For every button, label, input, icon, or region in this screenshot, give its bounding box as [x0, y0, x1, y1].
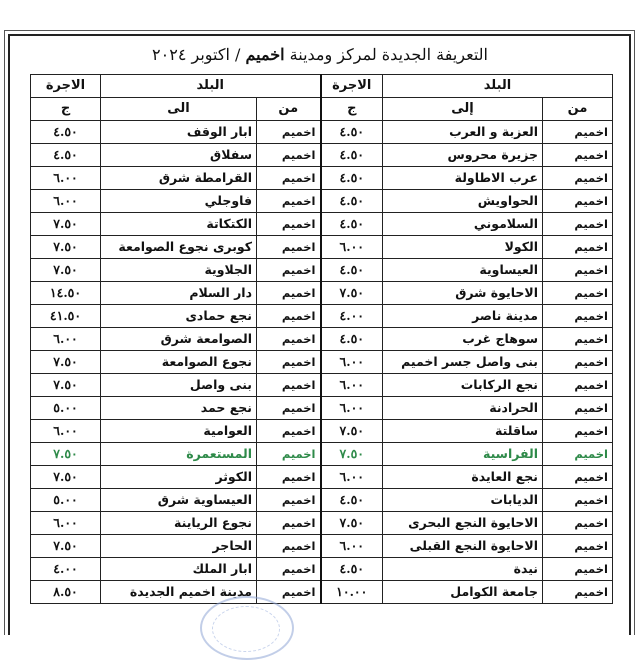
title-prefix: التعريفة الجديدة لمركز ومدينة [289, 45, 488, 64]
destination-cell: الكوثر [101, 466, 257, 489]
table-row [31, 167, 613, 190]
origin-cell: اخميم [257, 328, 321, 351]
table-row [31, 489, 613, 512]
destination-cell: دار السلام [101, 282, 257, 305]
document-title [30, 42, 610, 68]
header-row-2 [31, 98, 613, 121]
destination-cell: ابار الملك [101, 558, 257, 581]
fare-cell: ٤.٥٠ [321, 190, 383, 213]
table-row [31, 328, 613, 351]
fare-cell: ٤.٠٠ [321, 305, 383, 328]
origin-cell: اخميم [543, 558, 613, 581]
fare-cell: ٥.٠٠ [31, 397, 101, 420]
fare-cell: ٤.٠٠ [31, 558, 101, 581]
destination-cell: الحرادنة [383, 397, 543, 420]
fare-cell: ٤.٥٠ [321, 328, 383, 351]
fare-cell: ٦.٠٠ [321, 535, 383, 558]
header-row-1 [31, 75, 613, 98]
destination-cell: نجع حمادى [101, 305, 257, 328]
origin-cell: اخميم [543, 397, 613, 420]
destination-cell: الحواويش [383, 190, 543, 213]
destination-cell: نجع الركابات [383, 374, 543, 397]
origin-cell: اخميم [543, 259, 613, 282]
destination-cell: سفلاق [101, 144, 257, 167]
destination-cell: نجوع الصوامعة [101, 351, 257, 374]
header-currency-right: ج [321, 98, 383, 121]
fare-cell: ٧.٥٠ [31, 213, 101, 236]
fare-cell: ٧.٥٠ [31, 443, 101, 466]
destination-cell: الاحايوة النجع البحرى [383, 512, 543, 535]
table-row [31, 121, 613, 144]
fare-cell: ٤١.٥٠ [31, 305, 101, 328]
origin-cell: اخميم [257, 167, 321, 190]
header-currency-left: ج [31, 98, 101, 121]
destination-cell: بنى واصل جسر اخميم [383, 351, 543, 374]
header-to-left: الى [101, 98, 257, 121]
origin-cell: اخميم [543, 190, 613, 213]
fare-cell: ٤.٥٠ [321, 213, 383, 236]
origin-cell: اخميم [257, 236, 321, 259]
destination-cell: ساقلتة [383, 420, 543, 443]
origin-cell: اخميم [257, 259, 321, 282]
fare-cell: ١٠.٠٠ [321, 581, 383, 604]
origin-cell: اخميم [257, 581, 321, 604]
fare-cell: ٦.٠٠ [31, 420, 101, 443]
header-to-right: إلى [383, 98, 543, 121]
destination-cell: القرامطة شرق [101, 167, 257, 190]
origin-cell: اخميم [257, 190, 321, 213]
table-row [31, 512, 613, 535]
fare-table [30, 74, 613, 604]
origin-cell: اخميم [257, 397, 321, 420]
title-date: / اكتوبر ٢٠٢٤ [152, 45, 241, 64]
origin-cell: اخميم [543, 236, 613, 259]
destination-cell: الكتكاتة [101, 213, 257, 236]
origin-cell: اخميم [257, 374, 321, 397]
origin-cell: اخميم [543, 443, 613, 466]
table-row [31, 443, 613, 466]
origin-cell: اخميم [543, 535, 613, 558]
origin-cell: اخميم [543, 282, 613, 305]
destination-cell: جزيرة محروس [383, 144, 543, 167]
origin-cell: اخميم [257, 144, 321, 167]
fare-cell: ٦.٠٠ [31, 190, 101, 213]
official-stamp-inner-ring [212, 606, 280, 652]
fare-cell: ٦.٠٠ [31, 167, 101, 190]
fare-cell: ٤.٥٠ [321, 144, 383, 167]
origin-cell: اخميم [257, 121, 321, 144]
fare-cell: ٤.٥٠ [321, 167, 383, 190]
fare-cell: ٨.٥٠ [31, 581, 101, 604]
origin-cell: اخميم [543, 374, 613, 397]
destination-cell: جامعة الكوامل [383, 581, 543, 604]
origin-cell: اخميم [257, 489, 321, 512]
table-row [31, 259, 613, 282]
origin-cell: اخميم [257, 351, 321, 374]
table-row [31, 190, 613, 213]
destination-cell: الفراسية [383, 443, 543, 466]
origin-cell: اخميم [257, 305, 321, 328]
origin-cell: اخميم [543, 121, 613, 144]
origin-cell: اخميم [543, 167, 613, 190]
fare-cell: ٧.٥٠ [31, 535, 101, 558]
header-fare-right: الاجرة [321, 75, 383, 98]
destination-cell: الحاجر [101, 535, 257, 558]
origin-cell: اخميم [257, 535, 321, 558]
origin-cell: اخميم [543, 305, 613, 328]
destination-cell: ابار الوقف [101, 121, 257, 144]
fare-cell: ٧.٥٠ [321, 420, 383, 443]
table-row [31, 236, 613, 259]
destination-cell: نجوع الرياينة [101, 512, 257, 535]
table-row [31, 420, 613, 443]
destination-cell: كوبرى نجوع الصوامعة [101, 236, 257, 259]
fare-cell: ٦.٠٠ [321, 397, 383, 420]
header-from-right: من [543, 98, 613, 121]
origin-cell: اخميم [257, 282, 321, 305]
origin-cell: اخميم [543, 351, 613, 374]
fare-cell: ٧.٥٠ [31, 374, 101, 397]
origin-cell: اخميم [257, 443, 321, 466]
table-row [31, 305, 613, 328]
table-row [31, 374, 613, 397]
fare-cell: ٧.٥٠ [321, 443, 383, 466]
fare-cell: ٤.٥٠ [321, 121, 383, 144]
fare-cell: ٦.٠٠ [31, 328, 101, 351]
header-town-left: البلد [101, 75, 321, 98]
table-row [31, 466, 613, 489]
origin-cell: اخميم [543, 328, 613, 351]
table-row [31, 213, 613, 236]
destination-cell: العيساوية شرق [101, 489, 257, 512]
table-row [31, 144, 613, 167]
header-from-left: من [257, 98, 321, 121]
header-fare-left: الاجرة [31, 75, 101, 98]
destination-cell: بنى واصل [101, 374, 257, 397]
origin-cell: اخميم [543, 581, 613, 604]
origin-cell: اخميم [257, 466, 321, 489]
fare-cell: ٦.٠٠ [321, 466, 383, 489]
destination-cell: نجع العايدة [383, 466, 543, 489]
origin-cell: اخميم [543, 512, 613, 535]
origin-cell: اخميم [543, 466, 613, 489]
fare-cell: ٥.٠٠ [31, 489, 101, 512]
title-city: اخميم [245, 45, 285, 64]
destination-cell: الصوامعة شرق [101, 328, 257, 351]
destination-cell: نجع حمد [101, 397, 257, 420]
destination-cell: مدينة اخميم الجديدة [101, 581, 257, 604]
origin-cell: اخميم [543, 489, 613, 512]
fare-cell: ١٤.٥٠ [31, 282, 101, 305]
origin-cell: اخميم [257, 213, 321, 236]
origin-cell: اخميم [543, 213, 613, 236]
origin-cell: اخميم [543, 420, 613, 443]
fare-cell: ٧.٥٠ [31, 351, 101, 374]
destination-cell: عرب الاطاولة [383, 167, 543, 190]
table-row [31, 397, 613, 420]
fare-cell: ٦.٠٠ [321, 351, 383, 374]
destination-cell: الكولا [383, 236, 543, 259]
destination-cell: العزبة و العرب [383, 121, 543, 144]
table-row [31, 558, 613, 581]
fare-cell: ٤.٥٠ [31, 121, 101, 144]
destination-cell: السلاموني [383, 213, 543, 236]
fare-cell: ٧.٥٠ [31, 466, 101, 489]
table-row [31, 282, 613, 305]
fare-table-body [31, 121, 613, 604]
table-row [31, 581, 613, 604]
fare-cell: ٤.٥٠ [321, 259, 383, 282]
destination-cell: الاحايوة النجع القبلى [383, 535, 543, 558]
origin-cell: اخميم [257, 558, 321, 581]
destination-cell: الجلاوية [101, 259, 257, 282]
fare-cell: ٦.٠٠ [321, 374, 383, 397]
origin-cell: اخميم [543, 144, 613, 167]
fare-cell: ٧.٥٠ [321, 512, 383, 535]
destination-cell: الديابات [383, 489, 543, 512]
destination-cell: الاحايوة شرق [383, 282, 543, 305]
origin-cell: اخميم [257, 512, 321, 535]
destination-cell: العيساوية [383, 259, 543, 282]
fare-cell: ٧.٥٠ [31, 236, 101, 259]
destination-cell: مدينة ناصر [383, 305, 543, 328]
destination-cell: فاوجلي [101, 190, 257, 213]
fare-cell: ٤.٥٠ [31, 144, 101, 167]
origin-cell: اخميم [257, 420, 321, 443]
fare-cell: ٦.٠٠ [321, 236, 383, 259]
fare-cell: ٦.٠٠ [31, 512, 101, 535]
fare-cell: ٧.٥٠ [31, 259, 101, 282]
fare-cell: ٤.٥٠ [321, 489, 383, 512]
destination-cell: المستعمرة [101, 443, 257, 466]
destination-cell: نيدة [383, 558, 543, 581]
header-town-right: البلد [383, 75, 613, 98]
table-row [31, 535, 613, 558]
fare-cell: ٤.٥٠ [321, 558, 383, 581]
table-row [31, 351, 613, 374]
destination-cell: العوامية [101, 420, 257, 443]
fare-cell: ٧.٥٠ [321, 282, 383, 305]
destination-cell: سوهاج غرب [383, 328, 543, 351]
